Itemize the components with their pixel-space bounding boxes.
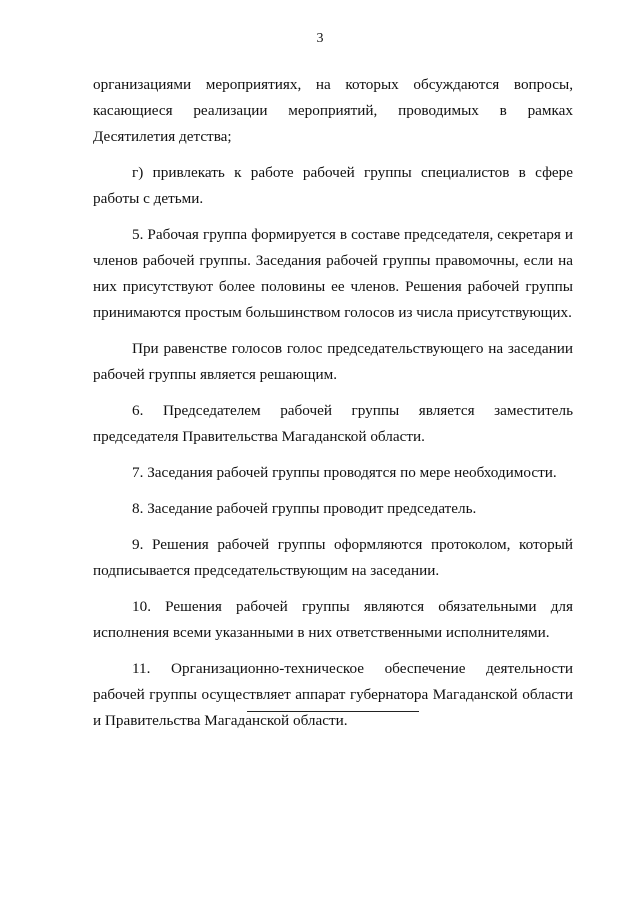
paragraph-11: 11. Организационно-техническое обеспечение деятельности рабочей группы осуществляет аппарат губернатора Магаданской области и Правительства Магаданской области.: [93, 660, 573, 729]
document-body: [93, 72, 573, 744]
paragraph-6: 6. Председателем рабочей группы является заместитель председателя Правительства Магаданской области.: [93, 402, 573, 445]
paragraph-continuation: организациями мероприятиях, на которых обсуждаются вопросы, касающиеся реализации мероприятий, проводимых в рамках Десятилетия детства;: [93, 76, 573, 145]
page-number: 3: [316, 31, 324, 46]
paragraph-5-tie-vote: При равенстве голосов голос председательствующего на заседании рабочей группы является решающим.: [93, 340, 573, 383]
paragraph-8: 8. Заседание рабочей группы проводит председатель.: [132, 500, 477, 517]
end-divider-line: [247, 711, 419, 712]
paragraph-5: 5. Рабочая группа формируется в составе председателя, секретаря и членов рабочей группы. Заседания рабочей группы правомочны, если на них присутствуют более половины ее членов. Решения рабочей группы принимаются простым большинством голосов из числа присутствующих.: [93, 226, 573, 321]
paragraph-10: 10. Решения рабочей группы являются обязательными для исполнения всеми указанными в них ответственными исполнителями.: [93, 598, 573, 641]
paragraph-9: 9. Решения рабочей группы оформляются протоколом, который подписывается председательствующим на заседании.: [93, 536, 573, 579]
paragraph-7: 7. Заседания рабочей группы проводятся по мере необходимости.: [132, 464, 557, 481]
paragraph-item-g: г) привлекать к работе рабочей группы специалистов в сфере работы с детьми.: [93, 164, 573, 207]
